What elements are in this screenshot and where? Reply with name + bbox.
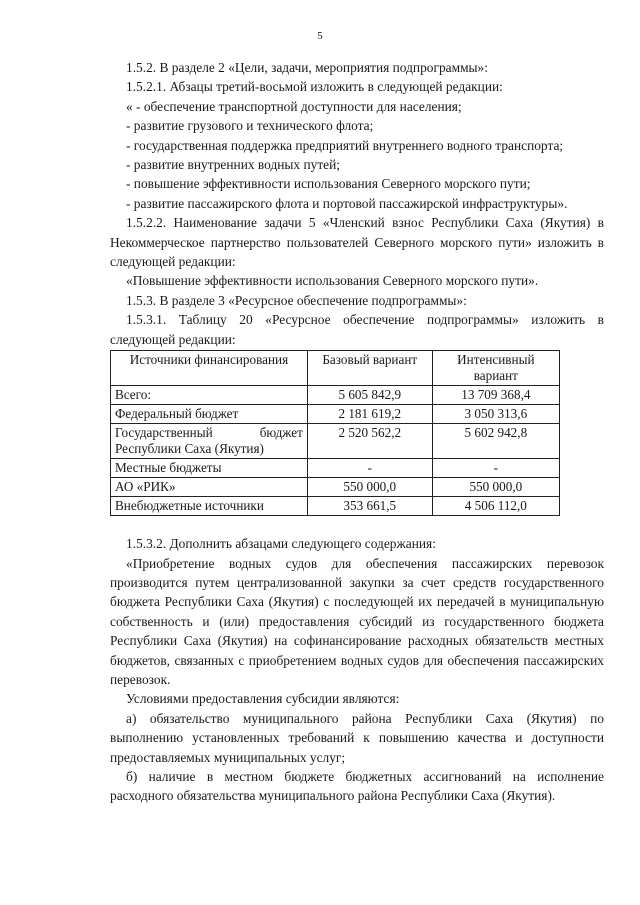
table-header-row [111,351,560,386]
paragraph: Условиями предоставления субсидии являются: [126,691,400,707]
table-cell: 4 506 112,0 [432,497,559,516]
document-body [110,58,604,806]
table-cell: Федеральный бюджет [111,405,308,424]
table-row [111,459,560,478]
paragraph: 1.5.2.2. Наименование задачи 5 «Членский взнос Республики Саха (Якутия) в Некоммерческое партнерство пользователей Северного морского пути» изложить в следующей редакции: [110,215,604,270]
table-row [111,405,560,424]
table-cell: 5 605 842,9 [307,386,432,405]
table-cell: Государственный бюджет Республики Саха (Якутия) [111,424,308,459]
table-cell: Всего: [111,386,308,405]
table-row [111,478,560,497]
table-cell: - [432,459,559,478]
paragraph: 1.5.3.1. Таблицу 20 «Ресурсное обеспечение подпрограммы» изложить в следующей редакции: [110,312,604,347]
table-cell: 13 709 368,4 [432,386,559,405]
table-row [111,497,560,516]
paragraph: а) обязательство муниципального района Республики Саха (Якутия) по выполнению установленных требований к повышению качества и доступности предоставляемых муниципальных услуг; [110,710,604,765]
paragraph: 1.5.2. В разделе 2 «Цели, задачи, мероприятия подпрограммы»: [126,60,488,75]
paragraph: «Приобретение водных судов для обеспечения пассажирских перевозок производится путем централизованной закупки за счет средств государственного бюджета Республики Саха (Якутия) с последующей их передачей в муниципальную собственность и (или) предоставления субсидий из государственного бюджета Республики Саха (Якутия) на софинансирование расходных обязательств местных бюджетов, связанных с приобретением водных судов для обеспечения пассажирских перевозок. [110,555,604,687]
page-number: 5 [317,30,323,42]
resource-table [110,350,560,516]
table-row [111,424,560,459]
table-cell: 550 000,0 [432,478,559,497]
table-header-cell: Базовый вариант [307,351,432,386]
paragraph: « - обеспечение транспортной доступности для населения; [126,98,462,114]
table-header-cell: Интенсивный вариант [432,351,559,386]
table-cell: 550 000,0 [307,478,432,497]
paragraph: - развитие грузового и технического флота; [126,118,374,134]
table-cell: 353 661,5 [307,497,432,516]
table-cell: 2 181 619,2 [307,405,432,424]
table-cell: Внебюджетные источники [111,497,308,516]
paragraph: - развитие внутренних водных путей; [126,157,341,173]
table-row [111,386,560,405]
table-cell: - [307,459,432,478]
paragraph: 1.5.3.2. Дополнить абзацами следующего содержания: [126,536,436,552]
paragraph: б) наличие в местном бюджете бюджетных ассигнований на исполнение расходного обязательства муниципального района Республики Саха (Якутия). [110,768,604,804]
paragraph: - развитие пассажирского флота и портовой пассажирской инфраструктуры». [126,195,568,211]
table-cell: 3 050 313,6 [432,405,559,424]
paragraph: - государственная поддержка предприятий внутреннего водного транспорта; [126,137,564,153]
table-header-cell: Источники финансирования [111,351,308,386]
spacer [118,516,604,534]
table-cell: 2 520 562,2 [307,424,432,459]
table-cell: 5 602 942,8 [432,424,559,459]
paragraph: 1.5.2.1. Абзацы третий-восьмой изложить в следующей редакции: [126,79,503,95]
paragraph: - повышение эффективности использования Северного морского пути; [126,176,531,192]
table-cell: Местные бюджеты [111,459,308,478]
paragraph: 1.5.3. В разделе 3 «Ресурсное обеспечение подпрограммы»: [126,292,467,308]
table-cell: АО «РИК» [111,478,308,497]
paragraph: «Повышение эффективности использования Северного морского пути». [126,273,539,289]
